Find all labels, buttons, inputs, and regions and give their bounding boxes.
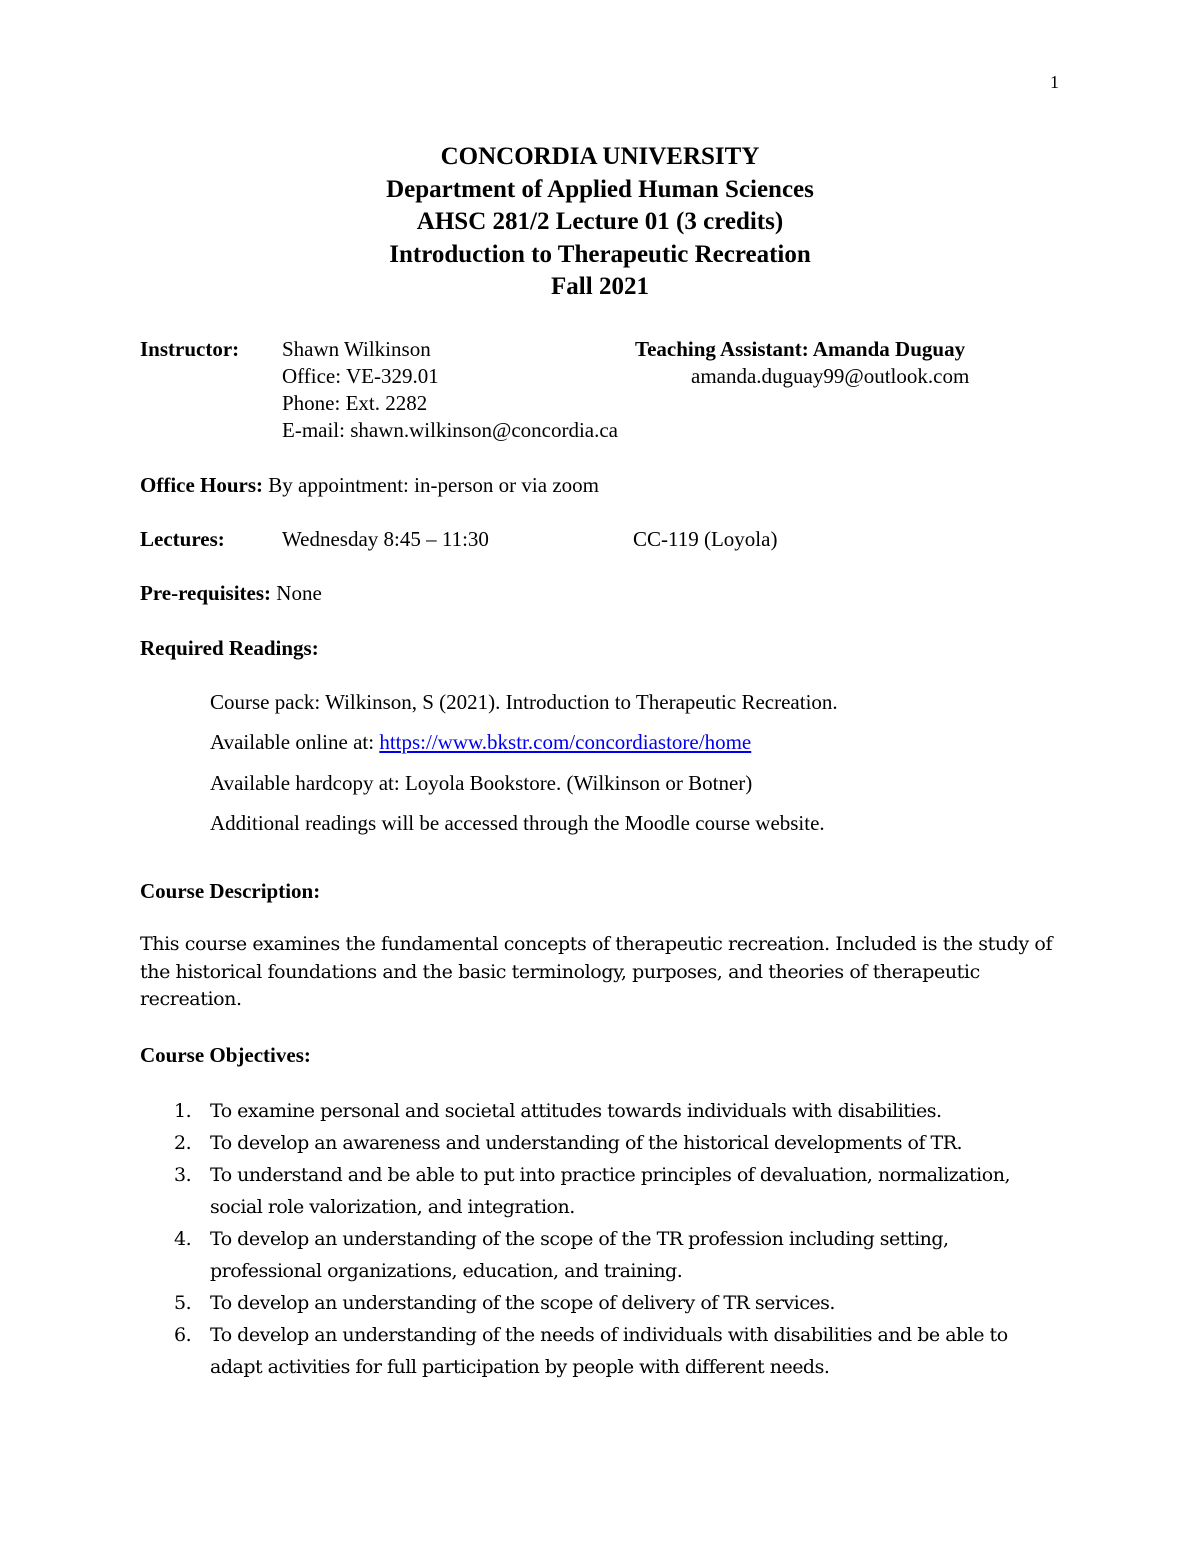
course-title: Introduction to Therapeutic Recreation xyxy=(389,240,811,268)
department-name: Department of Applied Human Sciences xyxy=(386,175,814,203)
prerequisites xyxy=(140,580,322,607)
objective-number: 2. xyxy=(174,1132,192,1154)
course-objectives-title: Course Objectives: xyxy=(140,1043,311,1067)
bookstore-link[interactable]: https://www.bkstr.com/concordiastore/home xyxy=(379,730,752,754)
office-hours-value: By appointment: in-person or via zoom xyxy=(268,473,599,497)
objective-item xyxy=(140,1095,1065,1127)
objective-item xyxy=(140,1223,1065,1287)
prerequisites-value: None xyxy=(276,581,322,605)
office-hours-label: Office Hours: xyxy=(140,473,264,497)
lectures-label: Lectures: xyxy=(140,527,225,551)
objective-number: 4. xyxy=(174,1228,192,1250)
page-number: 1 xyxy=(1050,72,1059,92)
prerequisites-label: Pre-requisites: xyxy=(140,581,272,605)
teaching-assistant-email: amanda.duguay99@outlook.com xyxy=(691,364,970,388)
reading-online xyxy=(210,729,751,756)
teaching-assistant-title: Teaching Assistant: Amanda Duguay xyxy=(635,337,966,361)
reading-course-pack: Course pack: Wilkinson, S (2021). Introduction to Therapeutic Recreation. xyxy=(210,690,838,714)
reading-additional: Additional readings will be accessed through the Moodle course website. xyxy=(210,811,825,835)
objective-text: To develop an awareness and understanding of the historical developments of TR. xyxy=(210,1132,963,1154)
reading-online-prefix: Available online at: xyxy=(210,730,380,754)
instructor-email: E-mail: shawn.wilkinson@concordia.ca xyxy=(282,418,618,442)
objective-item xyxy=(140,1287,1065,1319)
objective-text: To develop an understanding of the needs of individuals with disabilities and be able to adapt activities for full participation by people with different needs. xyxy=(210,1324,1008,1378)
objective-item xyxy=(140,1319,1065,1383)
instructor-name: Shawn Wilkinson xyxy=(282,337,431,361)
instructor-label: Instructor: xyxy=(140,337,240,361)
objective-number: 3. xyxy=(174,1164,192,1186)
objective-text: To examine personal and societal attitudes towards individuals with disabilities. xyxy=(210,1100,942,1122)
course-code: AHSC 281/2 Lecture 01 (3 credits) xyxy=(416,208,784,235)
lectures-room: CC-119 (Loyola) xyxy=(633,527,778,551)
objective-text: To understand and be able to put into practice principles of devaluation, normalization, social role valorization, and integration. xyxy=(210,1164,1010,1218)
objective-text: To develop an understanding of the scope of delivery of TR services. xyxy=(210,1292,835,1314)
instructor-phone: Phone: Ext. 2282 xyxy=(282,391,428,415)
objective-item xyxy=(140,1159,1065,1223)
term: Fall 2021 xyxy=(551,273,649,300)
required-readings-title: Required Readings: xyxy=(140,636,319,660)
university-name: CONCORDIA UNIVERSITY xyxy=(440,143,760,170)
course-description-title: Course Description: xyxy=(140,879,321,903)
course-objectives-list xyxy=(140,1095,1065,1383)
office-hours xyxy=(140,472,599,499)
instructor-office: Office: VE-329.01 xyxy=(282,364,439,388)
lectures-time: Wednesday 8:45 – 11:30 xyxy=(282,527,489,551)
objective-item xyxy=(140,1127,1065,1159)
instructor-info xyxy=(282,336,618,444)
objective-number: 1. xyxy=(174,1100,192,1122)
objective-number: 6. xyxy=(174,1324,192,1346)
course-description-body: This course examines the fundamental concepts of therapeutic recreation. Included is the study of the historical foundations and the basic terminology, purposes, and theories of therapeutic recreation. xyxy=(140,933,1053,1010)
document-header xyxy=(0,141,1200,304)
objective-number: 5. xyxy=(174,1292,192,1314)
objective-text: To develop an understanding of the scope of the TR profession including setting, professional organizations, education, and training. xyxy=(210,1228,949,1282)
reading-hardcopy: Available hardcopy at: Loyola Bookstore. (Wilkinson or Botner) xyxy=(210,771,753,795)
